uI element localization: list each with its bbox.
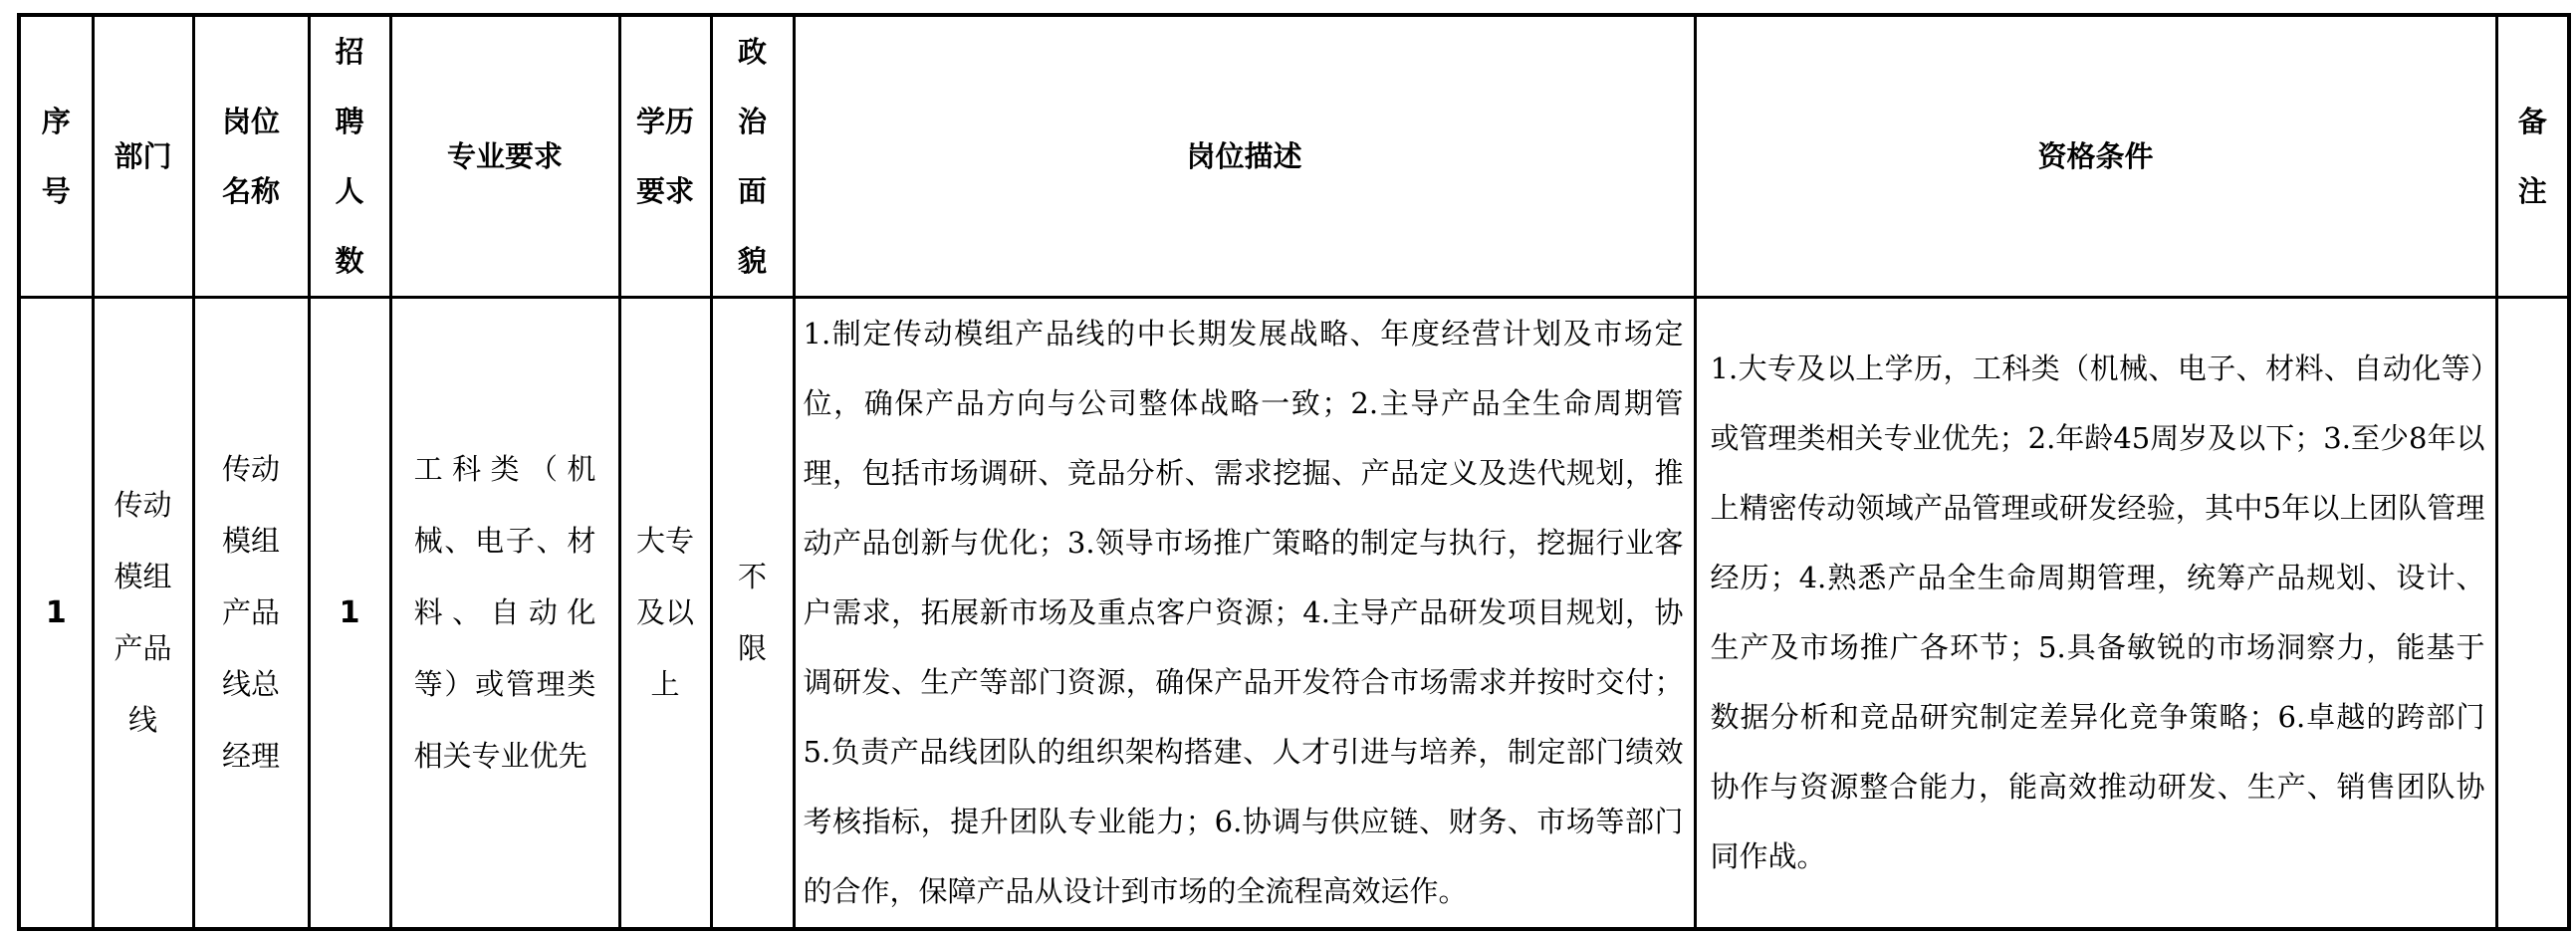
header-job-description [794,15,1695,298]
cell-position-name-value: 传动模组产品线总经理 [221,452,280,774]
cell-department [93,298,193,929]
cell-political-status-value: 不限 [737,560,767,666]
header-education-requirement-label: 学历要求 [635,105,694,208]
cell-index-value: 1 [45,594,67,630]
table-row [19,298,2569,929]
header-political-status-label: 政治面貌 [737,35,767,278]
cell-education-requirement [619,298,711,929]
header-headcount-label: 招聘人数 [335,35,364,278]
header-remark-label: 备注 [2517,105,2547,208]
cell-headcount-value: 1 [339,594,360,630]
header-department [93,15,193,298]
cell-education-requirement-value: 大专及以上 [635,524,694,702]
header-department-label: 部门 [114,139,172,173]
header-political-status [711,15,794,298]
header-remark [2496,15,2569,298]
cell-headcount [309,298,390,929]
cell-political-status [711,298,794,929]
recruitment-table [17,13,2571,931]
header-major-requirement-label: 专业要求 [446,139,563,173]
cell-major-requirement [390,298,619,929]
header-position-name [193,15,309,298]
cell-remark [2496,298,2569,929]
cell-index [19,298,93,929]
header-index-label: 序号 [41,105,71,208]
header-qualification [1695,15,2496,298]
header-qualification-label: 资格条件 [2037,139,2154,173]
cell-job-description: 1.制定传动模组产品线的中长期发展战略、年度经营计划及市场定位，确保产品方向与公司整体战略一致；2.主导产品全生命周期管理，包括市场调研、竞品分析、需求挖掘、产品定义及迭代规划，推动产品创新与优化；3.领导市场推广策略的制定与执行，挖掘行业客户需求，拓展新市场及重点客户资源；4.主导产品研发项目规划，协调研发、生产等部门资源，确保产品开发符合市场需求并按时交付；5.负责产品线团队的组织架构搭建、人才引进与培养，制定部门绩效考核指标，提升团队专业能力；6.协调与供应链、财务、市场等部门的合作，保障产品从设计到市场的全流程高效运作。 [794,298,1695,929]
header-headcount [309,15,390,298]
header-position-name-label: 岗位名称 [221,105,280,208]
table-header-row [19,15,2569,298]
header-job-description-label: 岗位描述 [1186,139,1302,173]
header-major-requirement [390,15,619,298]
header-education-requirement [619,15,711,298]
cell-department-value: 传动模组产品线 [114,488,172,738]
cell-qualification: 1.大专及以上学历，工科类（机械、电子、材料、自动化等）或管理类相关专业优先；2.年龄45周岁及以下；3.至少8年以上精密传动领域产品管理或研发经验，其中5年以上团队管理经历；4.熟悉产品全生命周期管理，统筹产品规划、设计、生产及市场推广各环节；5.具备敏锐的市场洞察力，能基于数据分析和竞品研究制定差异化竞争策略；6.卓越的跨部门协作与资源整合能力，能高效推动研发、生产、销售团队协同作战。 [1695,298,2496,929]
cell-position-name [193,298,309,929]
cell-major-requirement-value: 工科类（机械、电子、材料、自动化等）或管理类相关专业优先 [413,452,596,774]
header-index [19,15,93,298]
